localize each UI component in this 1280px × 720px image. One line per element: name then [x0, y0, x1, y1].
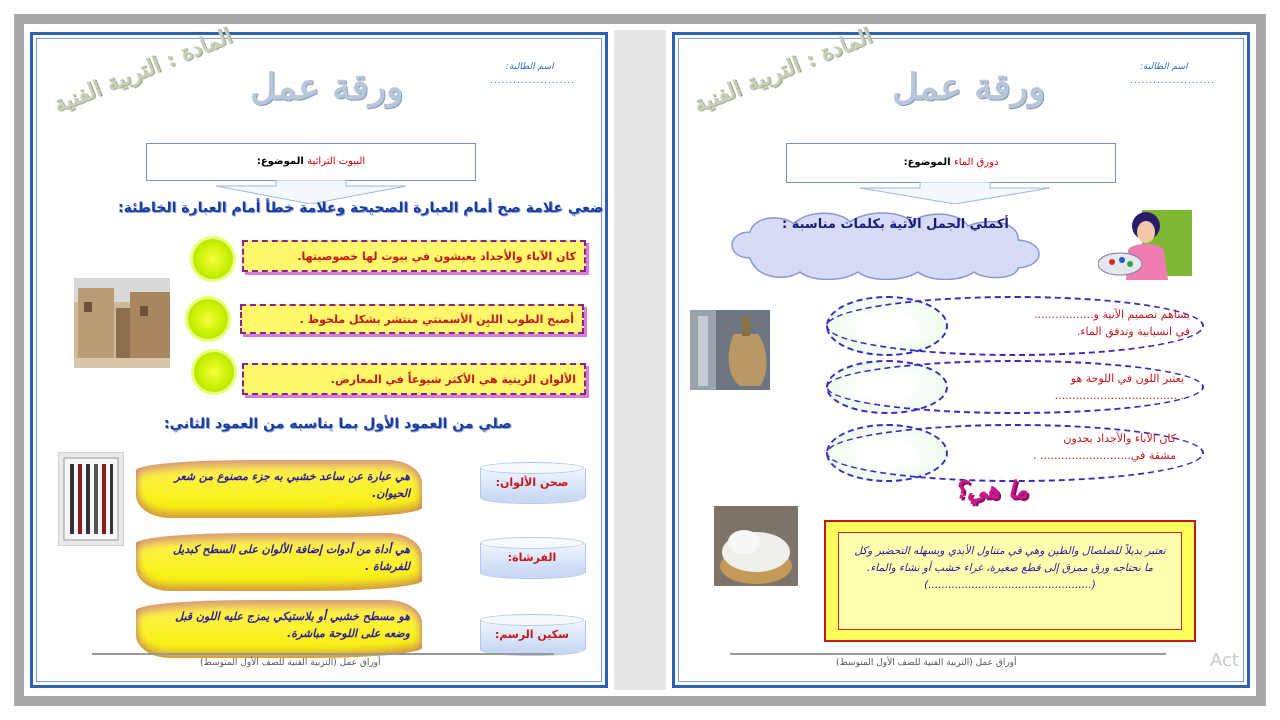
subject-title: المادة : التربية الفنية [690, 22, 876, 119]
sentence-1-line1: يساهم تصميم الآنية و................. [1034, 308, 1190, 321]
info-box [824, 520, 1196, 642]
statement-1: كان الآباء والأجداد يعيشون في بيوت لها خصوصيتها. [242, 240, 586, 272]
term-brush [480, 537, 584, 579]
sun-bullet-icon [188, 299, 228, 339]
student-name-blank: ...................... [490, 76, 575, 86]
sun-bullet-icon [193, 239, 233, 279]
topic-value: البيوت التراثية [307, 156, 366, 167]
sentence-3-line2: مشقة في.......................... . [1033, 449, 1176, 462]
term-label: الفرشاة: [507, 551, 557, 564]
sentence-2-line1: يعتبر اللون في اللوحة هو [1070, 372, 1184, 385]
down-arrow-shape [860, 182, 1050, 204]
info-answer-blank: (.................................................) [924, 579, 1096, 591]
worksheet-title: ورقة عمل [250, 66, 404, 108]
topic-box [786, 143, 1116, 183]
page-footer: أوراق عمل (التربية الفنية للصف الأول المتوسط) [200, 658, 381, 668]
term-label: صحن الألوان: [495, 476, 569, 489]
topic-box [146, 143, 476, 181]
term-label: سكين الرسم: [494, 628, 570, 641]
worksheet-title: ورقة عمل [892, 66, 1046, 108]
topic-value: دورق الماء [954, 157, 999, 168]
definition-2: هي أداة من أدوات إضافة الألوان على السطح كبديل للفرشاة . [136, 533, 422, 591]
page-gutter [614, 30, 666, 690]
topic-label: الموضوع: [903, 157, 951, 168]
footer-divider [730, 653, 1166, 655]
definition-1: هي عبارة عن ساعد خشبي به جزء مصنوع من شعر الحيوان. [136, 460, 422, 518]
sentence-1 [950, 306, 1190, 340]
term-palette [480, 462, 584, 504]
sentence-1-line2: في انسيابية وتدفق الماء. [1076, 325, 1190, 338]
sentence-3-line1: كان الآباء والأجداد يجدون [1063, 432, 1176, 445]
question-what-is-it: ما هي؟ [954, 476, 1028, 504]
student-name-label: اسم الطالبة: [1140, 62, 1188, 72]
term-palette-knife [480, 614, 584, 656]
subject-title: المادة : التربية الفنية [50, 22, 236, 119]
statement-2: أصبح الطوب اللبِن الأسمنتي منتشر بشكل ملحوظ . [240, 304, 584, 334]
sun-bullet-icon [194, 352, 234, 392]
brushes-photo [58, 452, 124, 546]
student-name-label: اسم الطالبة: [506, 62, 554, 72]
sentence-2 [950, 370, 1184, 404]
info-box-inner [838, 532, 1182, 630]
info-text: تعتبر بديلاً للصلصال والطين وهي في متناول الأيدي ويسهله التحضير وكل ما نحتاجه ورق ممزق إلى قطع صغيرة، غراء خشب أو نشاء والماء. [854, 545, 1166, 574]
worksheet-page-left [28, 22, 610, 690]
statement-3: الألوان الزيتية هي الأكثر شيوعاً في المعارض. [242, 363, 586, 395]
traditional-houses-photo [74, 278, 170, 368]
page-footer: أوراق عمل (التربية الفنية للصف الأول المتوسط) [836, 658, 1017, 668]
definition-3: هو مسطح خشبي أو بلاستيكي يمزج عليه اللون قبل وضعه على اللوحة مباشرة. [136, 600, 422, 658]
sentence-3 [950, 430, 1176, 464]
activation-watermark: Act [1210, 650, 1239, 671]
topic-label: الموضوع: [256, 156, 304, 167]
artist-clipart [1098, 206, 1194, 280]
papier-mache-photo [714, 506, 798, 586]
footer-divider [92, 653, 554, 655]
section-heading-matching: صلي من العمود الأول بما يناسبه من العمود الثاني: [164, 416, 512, 432]
student-name-blank: ...................... [1130, 76, 1215, 86]
water-jug-photo [690, 310, 770, 390]
cloud-heading: أكملي الجمل الآتية بكلمات مناسبة : [782, 217, 1009, 232]
section-heading-true-false: ضعي علامة صح أمام العبارة الصحيحة وعلامة خطأ أمام العبارة الخاطئة: [118, 200, 604, 216]
worksheet-page-right [670, 22, 1252, 690]
sentence-2-line2: . ................................... [1054, 389, 1184, 402]
